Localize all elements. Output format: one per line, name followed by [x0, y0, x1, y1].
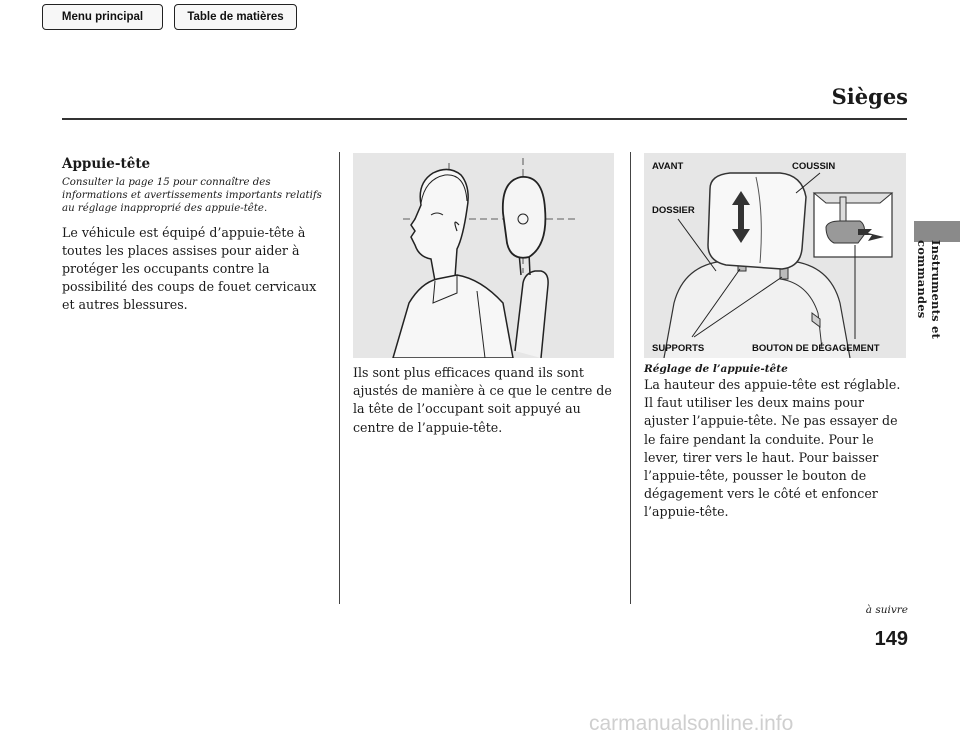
label-supports: SUPPORTS: [652, 343, 705, 354]
section-title: Sièges: [831, 84, 908, 109]
menu-principal-button[interactable]: Menu principal: [42, 4, 163, 30]
adjustment-paragraph: La hauteur des appuie-tête est réglable. Il faut utiliser les deux mains pour ajuster l’appuie-tête. Ne pas essayer de le faire pendant la conduite. Pour le lever, tirer vers le haut. Pour baisser l’appuie-tête, pousser le bouton de dégagement vers le côté et enfoncer l’appuie-tête.: [644, 377, 901, 520]
column-1: [62, 156, 327, 315]
seatback-shape: [515, 271, 548, 358]
continued-note: à suivre: [865, 604, 908, 616]
inset-support-stem: [840, 197, 846, 223]
watermark-text: carmanualsonline.info: [589, 712, 794, 735]
chapter-tab-marker: [914, 221, 960, 242]
label-dossier: DOSSIER: [652, 205, 695, 216]
page-number: 149: [874, 628, 908, 650]
intro-paragraph: Le véhicule est équipé d’appuie-tête à toutes les places assises pour aider à protéger les occupants contre la possibilité des coups de fouet cervicaux et autres blessures.: [62, 224, 317, 313]
headrest-adjustment-drawing: [644, 153, 906, 358]
occupant-head: [411, 169, 468, 281]
chapter-tab-label: Instruments et commandes: [915, 240, 943, 340]
safety-reference-note: Consulter la page 15 pour connaître des informations et avertissements importants relatifs au réglage inapproprié des appuie-tête.: [62, 177, 322, 215]
column-3: [644, 363, 912, 522]
column-divider-1: [339, 152, 340, 604]
headrest-adjustment-illustration: [644, 153, 906, 358]
headrest-position-illustration: [353, 153, 614, 358]
inset-top-panel: [814, 193, 892, 203]
figure-caption: Réglage de l’appuie-tête: [644, 363, 788, 375]
effectiveness-paragraph: Ils sont plus efficaces quand ils sont ajustés de manière à ce que le centre de la tête de l’occupant soit appuyé au centre de l’appuie-tête.: [353, 365, 612, 435]
occupant-torso: [393, 275, 513, 358]
headrest-heading: Appuie-tête: [62, 156, 151, 172]
column-divider-2: [630, 152, 631, 604]
table-of-contents-button[interactable]: Table de matières: [174, 4, 297, 30]
label-bouton-degagement: BOUTON DE DÉGAGEMENT: [752, 343, 880, 354]
headrest-shape: [503, 177, 546, 258]
label-avant: AVANT: [652, 161, 684, 172]
column-2: [353, 364, 615, 437]
occupant-headrest-drawing: [353, 153, 614, 358]
label-coussin: COUSSIN: [792, 161, 836, 172]
header-rule: [62, 118, 907, 120]
headrest-cushion: [708, 173, 806, 269]
